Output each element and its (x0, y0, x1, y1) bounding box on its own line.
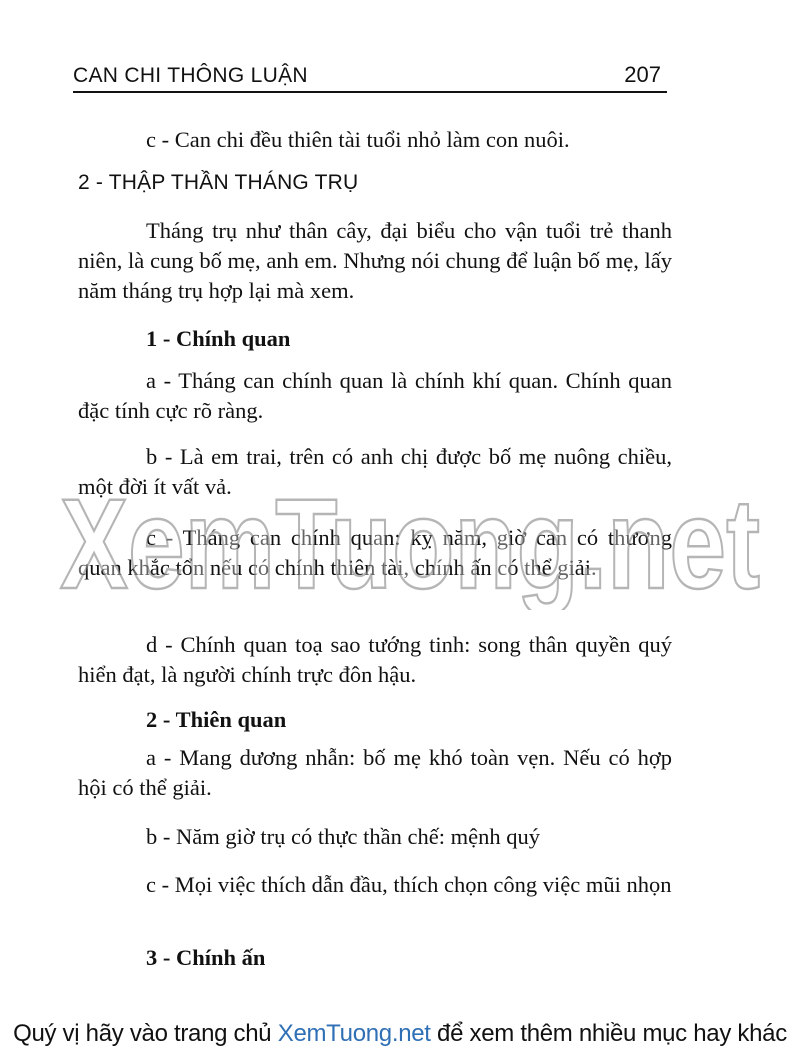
footer-brand-link[interactable]: XemTuong.net (277, 1020, 431, 1047)
item-2a-text: a - Mang dương nhẫn: bố mẹ khó toàn vẹn. Nếu có hợp hội có thể giải. (78, 745, 672, 800)
section-heading: 2 - THẬP THẦN THÁNG TRỤ (78, 171, 359, 194)
item-1b-text: b - Là em trai, trên có anh chị được bố mẹ nuông chiều, một đời ít vất vả. (78, 444, 672, 499)
item-1b (78, 442, 672, 502)
item-1a-text: a - Tháng can chính quan là chính khí quan. Chính quan đặc tính cực rõ ràng. (78, 368, 672, 423)
page-header (73, 58, 667, 92)
header-divider (73, 91, 667, 93)
footer-banner (0, 1020, 800, 1048)
item-c-top: c - Can chi đều thiên tài tuổi nhỏ làm con nuôi. (146, 127, 570, 152)
watermark-text: XemTuong.net (60, 473, 760, 610)
item-1c (78, 523, 672, 583)
intro-text: Tháng trụ như thân cây, đại biểu cho vận tuổi trẻ thanh niên, là cung bố mẹ, anh em. Nhưng nói chung để luận bố mẹ, lấy năm tháng trụ hợp lại mà xem. (78, 218, 672, 303)
subheading-chinh-an: 3 - Chính ấn (146, 945, 266, 970)
running-title: CAN CHI THÔNG LUẬN (73, 64, 308, 87)
subheading-thien-quan: 2 - Thiên quan (146, 707, 287, 732)
page-number: 207 (624, 62, 661, 87)
item-1d-text: d - Chính quan toạ sao tướng tinh: song thân quyền quý hiển đạt, là người chính trực đôn hậu. (78, 632, 672, 687)
item-2b: b - Năm giờ trụ có thực thần chế: mệnh quý (146, 824, 540, 849)
item-1a (78, 366, 672, 426)
footer-text-before: Quý vị hãy vào trang chủ (13, 1020, 278, 1047)
intro-paragraph (78, 216, 672, 306)
item-1d (78, 630, 672, 690)
subheading-chinh-quan: 1 - Chính quan (146, 326, 291, 351)
item-1c-text: c - Tháng can chính quan: kỵ năm, giờ can có thương quan khắc tổn nếu có chính thiên tài, chính ấn có thể giải. (78, 525, 672, 580)
item-2a (78, 743, 672, 803)
item-2c-text: c - Mọi việc thích dẫn đầu, thích chọn công việc mũi nhọn (146, 872, 672, 897)
footer-text-after: để xem thêm nhiều mục hay khác (430, 1020, 787, 1047)
item-2c (78, 870, 672, 900)
